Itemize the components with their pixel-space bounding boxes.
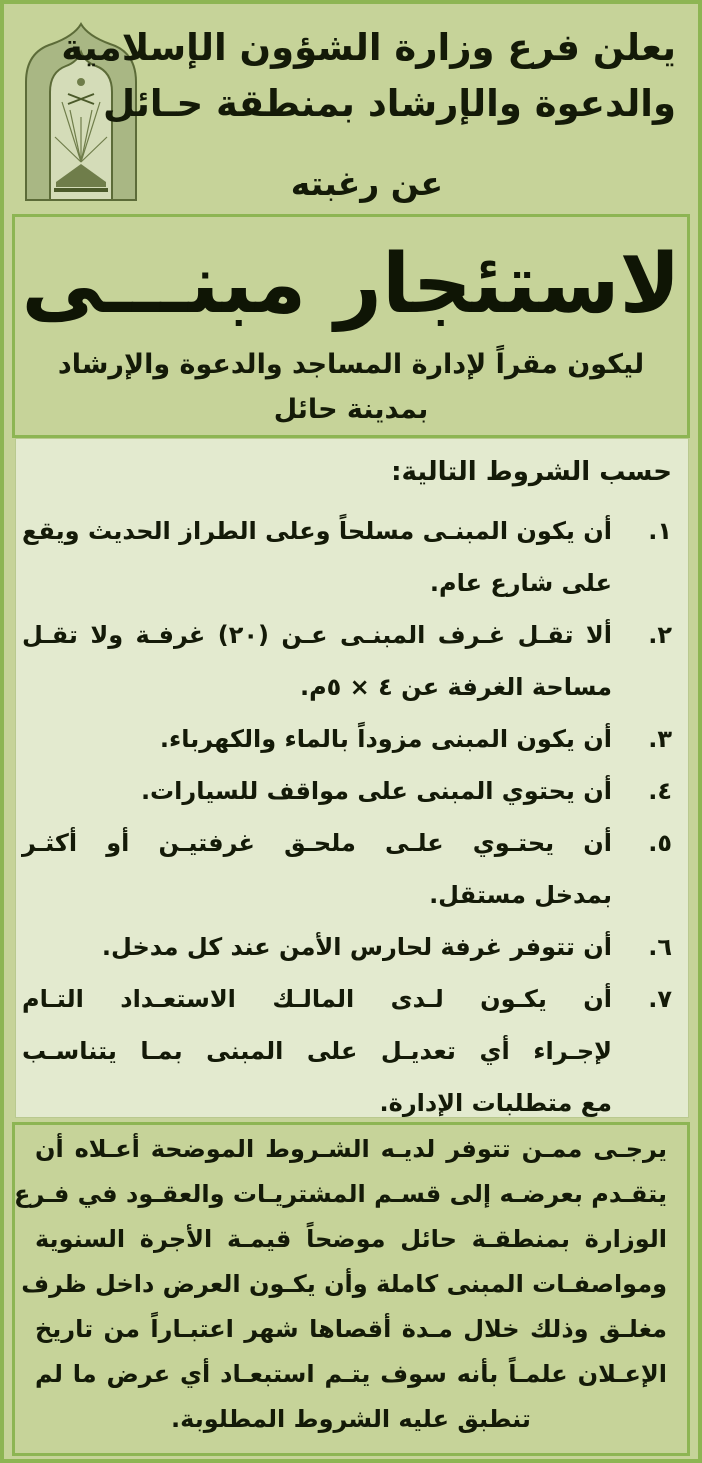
condition-text [22, 713, 612, 765]
conditions-list [22, 505, 672, 1129]
condition-line: بمدخل مستقل. [429, 881, 612, 909]
condition-line: أن يكون المبنى مزوداً بالماء والكهرباء. [159, 725, 612, 753]
instructions-line: ومواصفـات المبنى كاملة وأن يكـون العرض داخل ظرف [21, 1270, 667, 1298]
instructions-line: تنطبق عليه الشروط المطلوبة. [171, 1405, 531, 1433]
instructions-line: مغلـق وذلك خلال مـدة أقصاها شهر اعتبـاراً من تاريخ [35, 1315, 667, 1343]
condition-number: ٧. [648, 985, 672, 1013]
condition-text [22, 765, 612, 817]
condition-item [22, 713, 672, 765]
conditions-panel [15, 438, 689, 1118]
conditions-heading: حسب الشروط التالية: [391, 457, 672, 487]
header-line-3: عن رغبته [290, 164, 443, 203]
condition-number: ٢. [648, 621, 672, 649]
condition-text [22, 609, 612, 713]
condition-line: أن يكـون لـدى المالـك الاستعـداد التـام [22, 985, 612, 1013]
subtitle-1: ليكون مقراً لإدارة المساجد والدعوة والإرشاد [57, 349, 645, 380]
header-line-1: يعلن فرع وزارة الشؤون الإسلامية [61, 26, 676, 69]
subtitle-2: بمدينة حائل [273, 394, 429, 425]
instructions-line: الوزارة بمنطقـة حائل موضحاً قيمـة الأجرة السنوية [35, 1225, 667, 1253]
condition-number: ٥. [648, 829, 672, 857]
condition-item [22, 817, 672, 921]
instructions-line: يتقـدم بعرضـه إلى قسـم المشتريـات والعقـود في فـرع [14, 1180, 667, 1208]
condition-number: ٣. [648, 725, 672, 753]
condition-text [22, 973, 612, 1129]
condition-line: ألا تقـل غـرف المبنـى عـن (٢٠) غرفـة ولا تقـل [22, 621, 612, 649]
condition-line: أن يحتوي المبنى على مواقف للسيارات. [140, 777, 612, 805]
condition-item [22, 765, 672, 817]
instructions-box [12, 1122, 690, 1456]
condition-text [22, 921, 612, 973]
condition-line: مساحة الغرفة عن ٤ × ٥م. [299, 673, 612, 701]
title-box [12, 214, 690, 438]
condition-number: ٤. [648, 777, 672, 805]
condition-line: لإجـراء أي تعديـل على المبنى بمـا يتناسـب [22, 1037, 612, 1065]
condition-item [22, 505, 672, 609]
condition-line: أن يحتـوي علـى ملحـق غرفتيـن أو أكثـر [22, 829, 612, 857]
instructions-line: يرجـى ممـن تتوفر لديـه الشـروط الموضحة أعـلاه أن [35, 1135, 667, 1163]
condition-item [22, 973, 672, 1129]
condition-item [22, 609, 672, 713]
condition-text [22, 817, 612, 921]
condition-item [22, 921, 672, 973]
instructions-line: الإعـلان علمـاً بأنه سوف يتـم استبعـاد أي عرض ما لم [35, 1360, 667, 1388]
condition-number: ٦. [648, 933, 672, 961]
condition-number: ١. [648, 517, 672, 545]
header [4, 4, 698, 212]
condition-line: مع متطلبات الإدارة. [379, 1089, 612, 1117]
condition-line: على شارع عام. [429, 569, 612, 597]
header-line-2: والدعوة والإرشاد بمنطقة حـائل [103, 82, 676, 125]
condition-line: أن يكون المبنـى مسلحاً وعلى الطراز الحديث ويقع [22, 517, 612, 545]
condition-line: أن تتوفر غرفة لحارس الأمن عند كل مدخل. [101, 933, 612, 961]
main-title: لاستئجار مبنـــى [21, 237, 681, 332]
condition-text [22, 505, 612, 609]
